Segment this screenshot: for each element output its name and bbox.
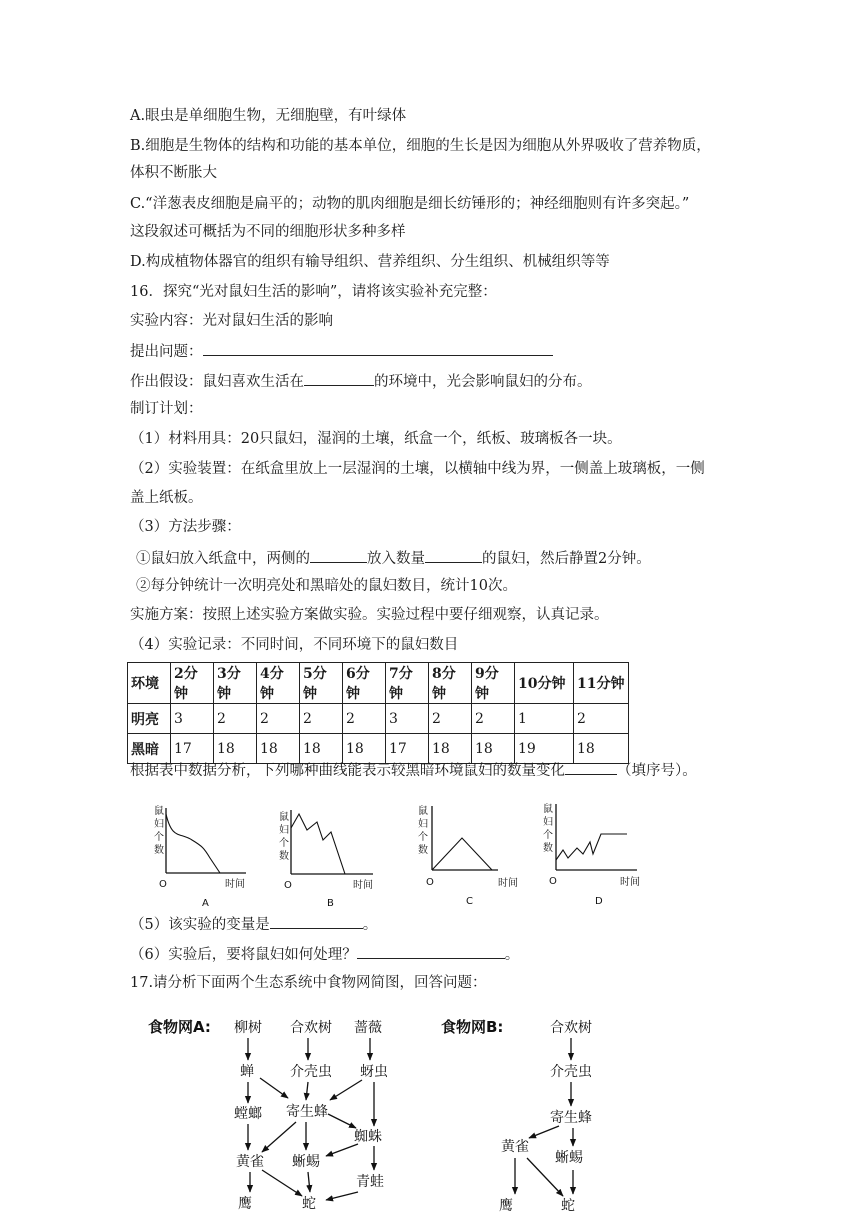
table-cell: 3 [171,704,214,734]
table-cell: 2 [429,704,472,734]
variable-text-post: 。 [362,917,378,933]
table-header-cell: 环境 [128,663,171,704]
q16-question-label: 提出问题： [130,344,203,360]
graph-ylabel-char: 妇 [543,817,553,828]
graph-ylabel-char: 鼠 [279,812,289,823]
graph-ylabel-char: 个 [543,830,553,841]
table-cell: 明亮 [128,704,171,734]
analysis-blank[interactable] [565,759,617,775]
q16-device-line2: 盖上纸板。 [130,490,203,506]
q16-analysis [130,759,697,781]
record-table [127,662,629,764]
table-header-cell: 8分钟 [429,663,472,704]
q16-materials: （1）材料用具：20只鼠妇，湿润的土壤，纸盒一个，纸板、玻璃板各一块。 [130,431,622,447]
graph-xlabel: 时间 [620,877,640,888]
node-silk-tree: 合欢树 [290,1020,332,1036]
table-cell: 17 [171,734,214,764]
table-cell: 2 [214,704,257,734]
node-scale-insect: 介壳虫 [550,1064,592,1080]
graph-ylabel-char: 数 [279,851,289,862]
table-header-cell: 4分钟 [257,663,300,704]
graph-ylabel-char: 鼠 [154,806,164,817]
food-web-b [435,1010,665,1216]
table-cell: 19 [515,734,574,764]
table-header-cell: 2分钟 [171,663,214,704]
table-cell: 2 [300,704,343,734]
node-finch: 黄雀 [501,1139,529,1155]
variable-text-pre: （5）该实验的变量是 [130,917,270,933]
node-snake: 蛇 [561,1198,575,1214]
node-cicada: 蝉 [240,1064,254,1080]
q16-title: 16．探究“光对鼠妇生活的影响”，请将该实验补充完整： [130,284,497,300]
table-cell: 18 [472,734,515,764]
node-parasitic-wasp: 寄生蜂 [550,1110,592,1126]
node-silk-tree: 合欢树 [550,1020,592,1036]
table-cell: 18 [343,734,386,764]
node-scale-insect: 介壳虫 [290,1064,332,1080]
graph-letter-b: B [327,898,334,909]
q16-after [130,943,519,965]
graph-origin: O [549,876,557,887]
after-text-pre: （6）实验后，要将鼠妇如何处理？ [130,947,357,963]
curve-graph-c [410,800,530,910]
curve-graph-d [535,800,655,910]
q16-record: （4）实验记录：不同时间，不同环境下的鼠妇数目 [130,637,459,653]
option-d: D.构成植物体器官的组织有输导组织、营养组织、分生组织、机械组织等等 [130,254,610,270]
analysis-text-post: （填序号）。 [617,763,697,779]
graph-ylabel-char: 数 [543,843,553,854]
q16-variable [130,913,377,935]
node-lizard: 蜥蜴 [292,1154,320,1170]
node-mantis: 螳螂 [234,1106,262,1122]
node-rose: 蔷薇 [354,1020,382,1036]
hypothesis-text-pre: 作出假设：鼠妇喜欢生活在 [130,374,304,390]
q16-device-line1: （2）实验装置：在纸盒里放上一层湿润的土壤，以横轴中线为界，一侧盖上玻璃板，一侧 [130,461,705,477]
table-header-cell: 5分钟 [300,663,343,704]
after-text-post: 。 [504,947,520,963]
graph-curve-b [291,814,345,874]
table-header-cell: 9分钟 [472,663,515,704]
hypothesis-text-post: 的环境中，光会影响鼠妇的分布。 [374,374,592,390]
q16-step1 [136,547,651,569]
graph-ylabel-char: 鼠 [418,806,428,817]
table-cell: 2 [574,704,629,734]
variable-blank[interactable] [270,913,363,929]
node-hawk: 鹰 [499,1198,513,1214]
question-answer-blank[interactable] [203,340,553,356]
graph-curve-a [166,814,220,873]
graph-letter-c: C [466,896,473,907]
graph-ylabel-char: 数 [418,845,428,856]
node-frog: 青蛙 [356,1174,384,1190]
table-cell: 2 [472,704,515,734]
graph-curve-d [556,834,627,860]
node-spider: 蜘蛛 [354,1129,382,1145]
q17-title: 17.请分析下面两个生态系统中食物网简图，回答问题： [130,975,487,991]
food-web-b-label: 食物网B: [441,1018,504,1036]
node-aphid: 蚜虫 [360,1064,388,1080]
node-hawk: 鹰 [238,1196,252,1212]
food-web-a [140,1010,420,1216]
table-cell: 17 [386,734,429,764]
graph-origin: O [159,879,167,890]
graph-letter-a: A [202,898,209,909]
graph-xlabel: 时间 [225,879,245,890]
q16-steps: （3）方法步骤： [130,519,241,535]
option-c-line1: C.“洋葱表皮细胞是扁平的；动物的肌肉细胞是细长纺锤形的；神经细胞则有许多突起。” [130,196,690,212]
q16-content: 实验内容：光对鼠妇生活的影响 [130,313,333,329]
graph-letter-d: D [595,896,603,907]
node-finch: 黄雀 [236,1154,264,1170]
table-header-cell: 7分钟 [386,663,429,704]
analysis-text-pre: 根据表中数据分析，下列哪种曲线能表示较黑暗环境鼠妇的数量变化 [130,763,565,779]
q16-step2: ②每分钟统计一次明亮处和黑暗处的鼠妇数目，统计10次。 [136,578,517,594]
hypothesis-blank[interactable] [304,370,374,386]
table-cell: 2 [343,704,386,734]
table-cell: 18 [214,734,257,764]
graph-ylabel-char: 妇 [418,819,428,830]
node-lizard: 蜥蜴 [555,1150,583,1166]
table-cell: 18 [429,734,472,764]
curve-graph-a [140,800,260,910]
table-header-cell: 10分钟 [515,663,574,704]
table-header-cell: 3分钟 [214,663,257,704]
table-cell: 18 [257,734,300,764]
graph-xlabel: 时间 [353,880,373,891]
node-snake: 蛇 [302,1196,316,1212]
after-blank[interactable] [357,943,505,959]
table-cell: 黑暗 [128,734,171,764]
graph-origin: O [284,880,292,891]
step1-blank-2[interactable] [425,547,482,563]
graph-ylabel-char: 妇 [154,819,164,830]
table-cell: 2 [257,704,300,734]
table-header-cell: 11分钟 [574,663,629,704]
graph-ylabel-char: 个 [279,838,289,849]
q16-question [130,340,553,362]
table-header-row [128,663,629,704]
step1-text-b: 放入数量 [367,551,425,567]
option-b-line2: 体积不断胀大 [130,165,217,181]
q16-plan: 制订计划： [130,401,203,417]
table-cell: 1 [515,704,574,734]
graph-ylabel-char: 个 [418,832,428,843]
graph-curve-c [432,838,492,870]
q16-hypothesis [130,370,592,392]
curve-graph-b [265,800,385,910]
option-c-line2: 这段叙述可概括为不同的细胞形状多种多样 [130,224,406,240]
table-header-cell: 6分钟 [343,663,386,704]
node-parasitic-wasp: 寄生蜂 [286,1104,328,1120]
graph-ylabel-char: 数 [154,845,164,856]
graph-ylabel-char: 鼠 [543,804,553,815]
graph-ylabel-char: 个 [154,832,164,843]
graph-ylabel-char: 妇 [279,825,289,836]
step1-text-c: 的鼠妇，然后静置2分钟。 [482,551,651,567]
graph-origin: O [426,877,434,888]
food-web-a-label: 食物网A: [148,1018,211,1036]
table-row [128,704,629,734]
node-willow: 柳树 [234,1020,262,1036]
option-b-line1: B.细胞是生物体的结构和功能的基本单位，细胞的生长是因为细胞从外界吸收了营养物质， [130,138,711,154]
table-cell: 3 [386,704,429,734]
option-a: A.眼虫是单细胞生物，无细胞壁，有叶绿体 [130,108,407,124]
graph-xlabel: 时间 [498,878,518,889]
table-cell: 18 [300,734,343,764]
step1-text-a: ①鼠妇放入纸盒中，两侧的 [136,551,310,567]
q16-implement: 实施方案：按照上述实验方案做实验。实验过程中要仔细观察，认真记录。 [130,607,609,623]
step1-blank-1[interactable] [310,547,367,563]
table-cell: 18 [574,734,629,764]
